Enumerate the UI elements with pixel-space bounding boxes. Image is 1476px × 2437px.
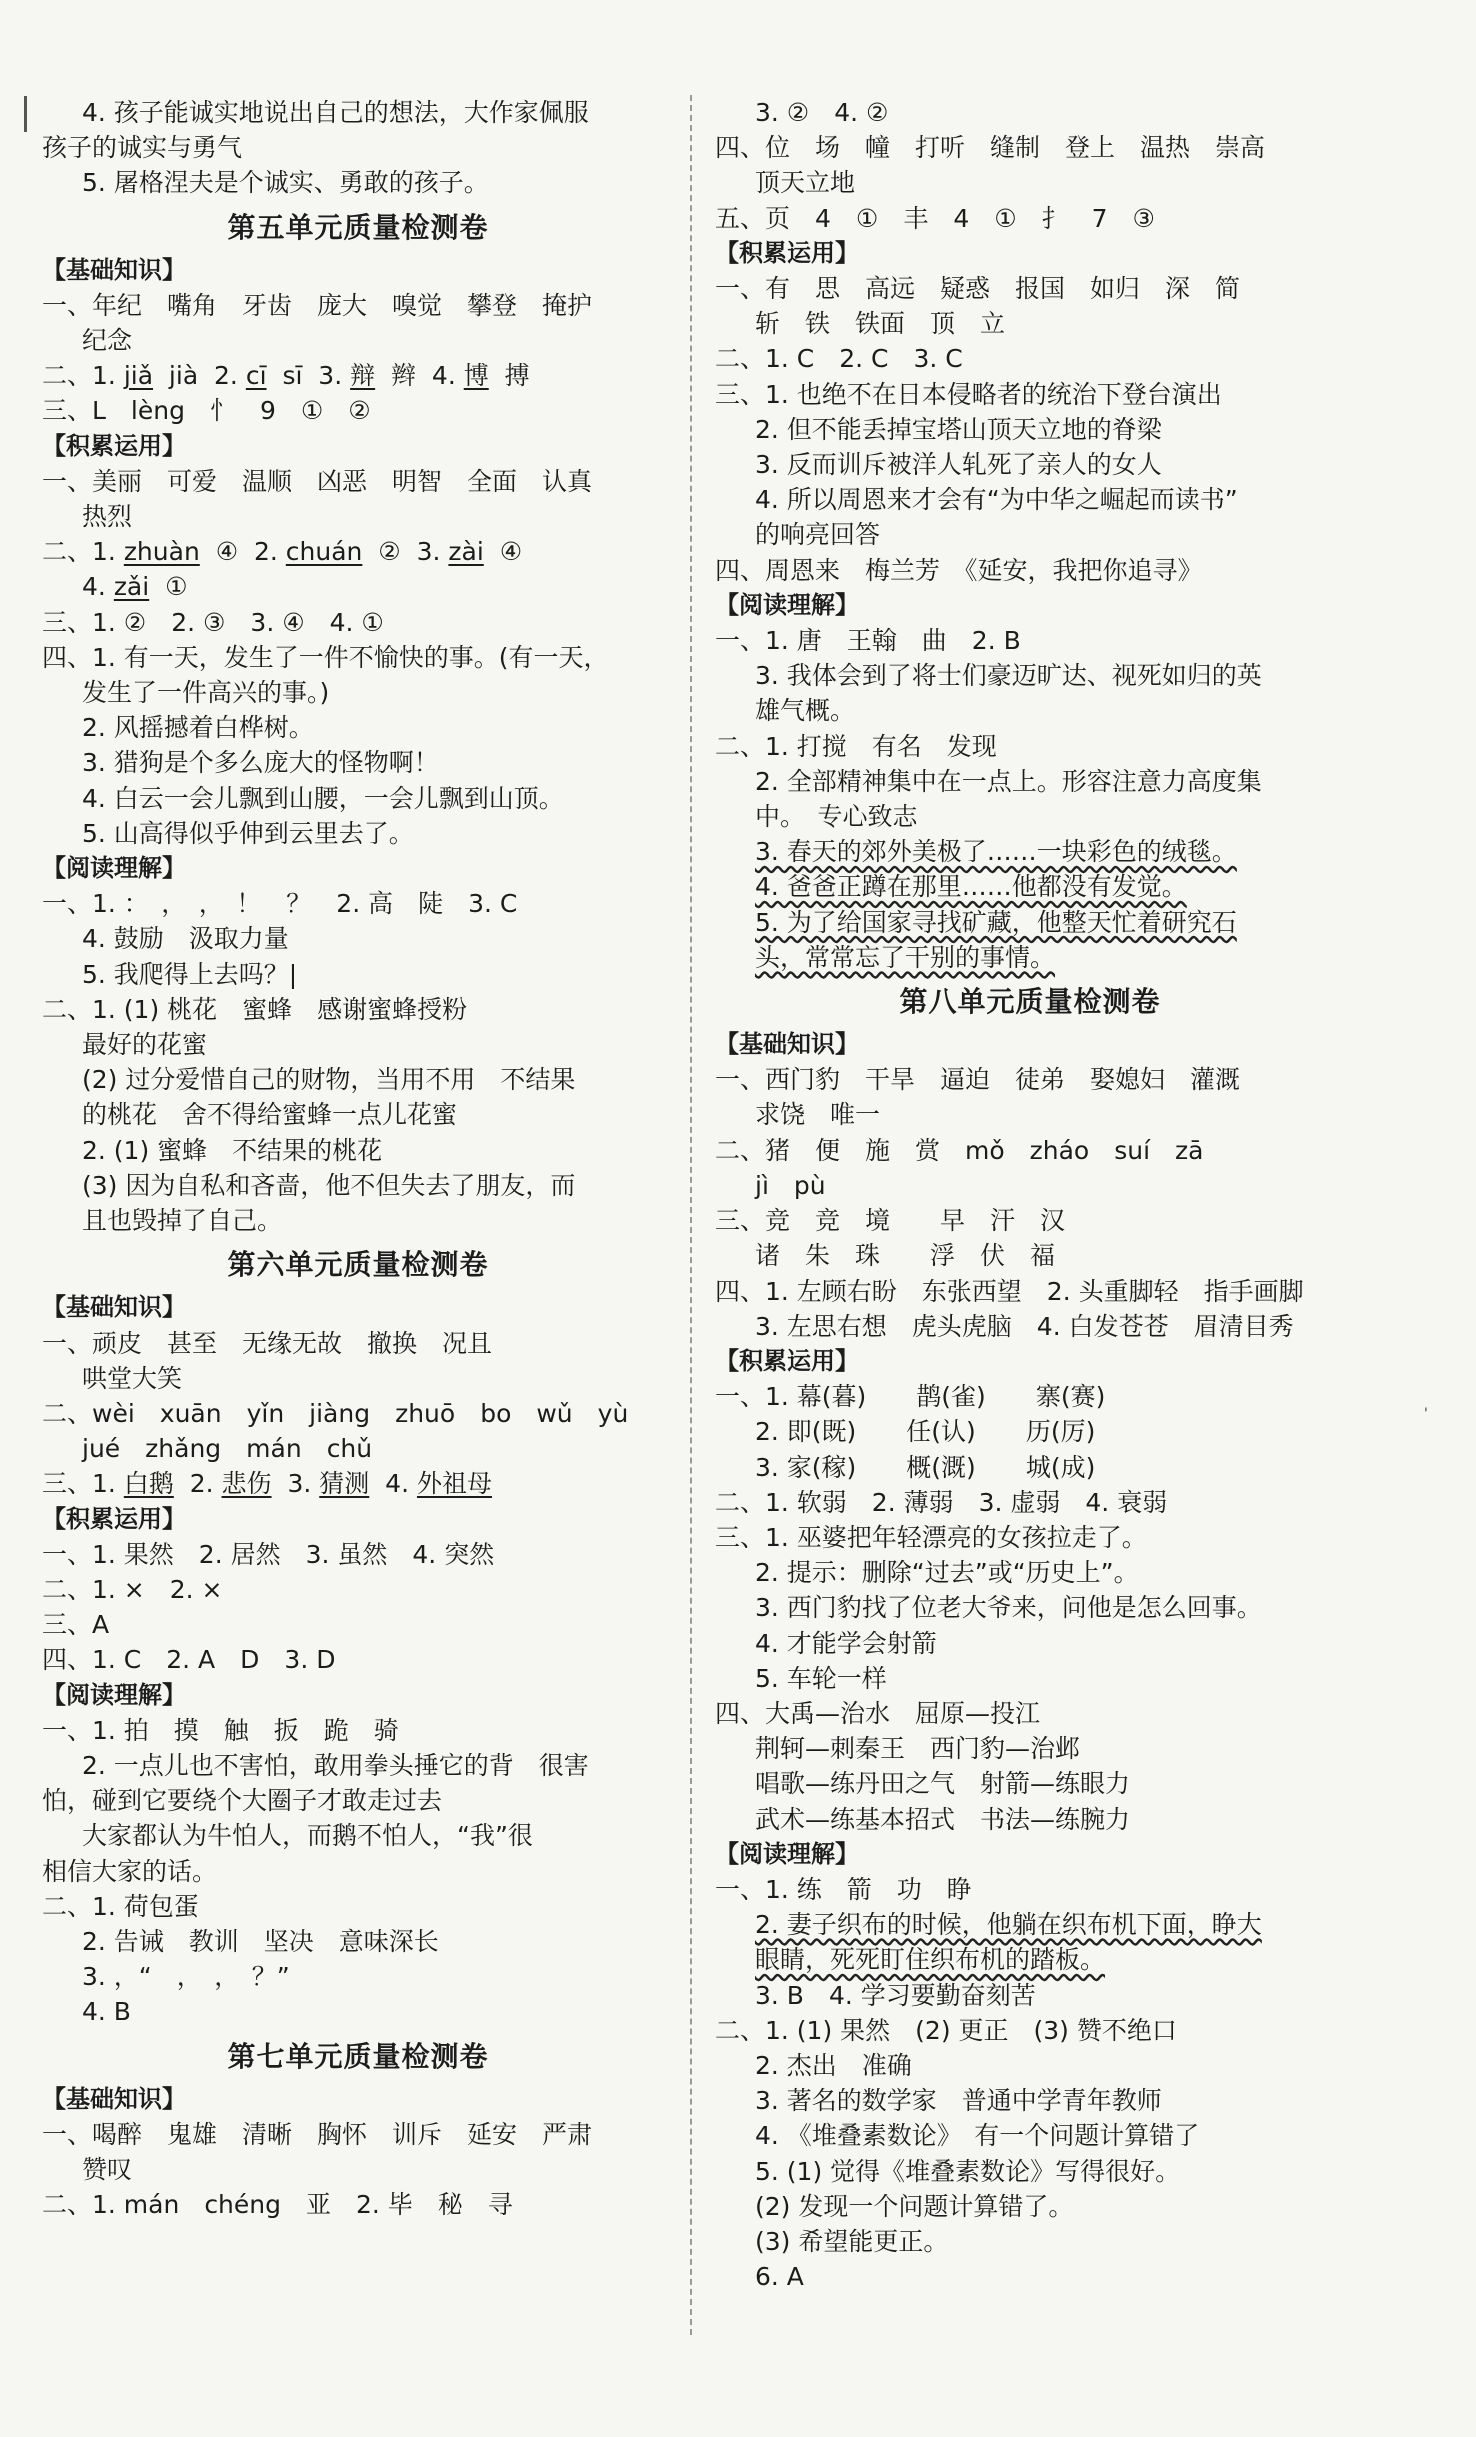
text: ② 3.: [362, 537, 449, 567]
text: 2.: [173, 1469, 222, 1499]
answer-line: 二、wèi xuān yǐn jiàng zhuō bo wǔ yù: [42, 1398, 629, 1428]
answer-line: 5. (1) 觉得《堆叠素数论》写得很好。: [755, 2156, 1181, 2186]
answer-line: 武术—练基本招式 书法—练腕力: [755, 1804, 1131, 1834]
wavy-underlined-answer: 3. 春天的郊外美极了……一块彩色的绒毯。: [755, 837, 1237, 867]
answer-line: 2. 提示：删除“过去”或“历史上”。: [755, 1558, 1139, 1588]
answer-line: 2. 风摇撼着白桦树。: [82, 713, 314, 743]
answer-line: 相信大家的话。: [42, 1856, 218, 1886]
underlined-answer: zhuàn: [123, 537, 200, 567]
answer-line: 一、美丽 可爱 温顺 凶恶 明智 全面 认真: [42, 466, 593, 496]
answer-line: 哄堂大笑: [82, 1363, 183, 1393]
answer-line: 三、1. 巫婆把年轻漂亮的女孩拉走了。: [715, 1522, 1147, 1552]
answer-line: [42, 358, 674, 393]
section-heading: 【阅读理解】: [715, 590, 859, 619]
text: 4.: [369, 1469, 417, 1499]
underlined-answer: jiǎ: [123, 361, 154, 391]
answer-line: 大家都认为牛怕人，而鹅不怕人，“我”很: [82, 1821, 533, 1851]
answer-line: 二、1. 打搅 有名 发现: [715, 731, 997, 761]
answer-line: [715, 905, 1345, 940]
text: jià 2.: [153, 361, 246, 391]
answer-line: 四、1. 左顾右盼 东张西望 2. 头重脚轻 指手画脚: [715, 1276, 1304, 1306]
answer-line: 2. (1) 蜜蜂 不结果的桃花: [82, 1135, 383, 1165]
section-heading: 【阅读理解】: [715, 1839, 859, 1868]
section-heading: 【基础知识】: [42, 1293, 186, 1322]
answer-line: 5. 山高得似乎伸到云里去了。: [82, 818, 414, 848]
answer-line: 二、1. (1) 果然 (2) 更正 (3) 赞不绝口: [715, 2015, 1177, 2045]
answer-line: 4. 《堆叠素数论》 有一个问题计算错了: [755, 2121, 1200, 2151]
answer-line: 荆轲—刺秦王 西门豹—治邺: [755, 1734, 1081, 1764]
answer-line: 4. B: [82, 1997, 131, 2027]
answer-line: 一、1. 唐 王翰 曲 2. B: [715, 626, 1021, 656]
answer-line: jué zhǎng mán chǔ: [82, 1434, 373, 1464]
unit8-title: 第八单元质量检测卷: [899, 985, 1161, 1019]
answer-line: 2. 告诫 教训 坚决 意味深长: [82, 1926, 439, 1956]
answer-line: jì pù: [755, 1170, 826, 1200]
unit5-title: 第五单元质量检测卷: [227, 210, 489, 244]
answer-line: 4. 白云一会儿飘到山腰，一会儿飘到山顶。: [82, 783, 564, 813]
answer-line: 唱歌—练丹田之气 射箭—练眼力: [755, 1769, 1131, 1799]
answer-line: [715, 869, 1345, 904]
answer-line: 四、1. C 2. A D 3. D: [42, 1645, 336, 1675]
text: 4.: [82, 572, 114, 602]
underlined-answer: 悲伤: [221, 1469, 272, 1499]
answer-line: 2. 全部精神集中在一点上。形容注意力高度集: [755, 766, 1262, 796]
answer-line: [42, 534, 674, 569]
answer-line: 一、有 思 高远 疑惑 报国 如归 深 简: [715, 274, 1241, 304]
answer-line: 3. B 4. 学习要勤奋刻苦: [755, 1980, 1036, 2010]
answer-line: 怕，碰到它要绕个大圈子才敢走过去: [42, 1786, 443, 1816]
section-heading: 【积累运用】: [42, 431, 186, 460]
section-heading: 【阅读理解】: [42, 1680, 186, 1709]
section-heading: 【基础知识】: [715, 1030, 859, 1059]
answer-line: 一、西门豹 干旱 逼迫 徒弟 娶媳妇 灌溉: [715, 1065, 1241, 1095]
answer-line: 二、1. 荷包蛋: [42, 1891, 199, 1921]
answer-line: 顶天立地: [755, 168, 856, 198]
text: sī 3.: [266, 361, 351, 391]
section-heading: 【阅读理解】: [42, 854, 186, 883]
answer-line: 三、竞 竞 境 早 汗 汉: [715, 1206, 1066, 1236]
answer-line: 4. 鼓励 汲取力量: [82, 924, 289, 954]
text: 三、1.: [42, 1469, 124, 1499]
answer-line: 一、顽皮 甚至 无缘无故 撤换 况且: [42, 1328, 493, 1358]
underlined-answer: zǎi: [113, 572, 150, 602]
answer-line: 热烈: [82, 502, 133, 532]
answer-line: 诸 朱 珠 浮 伏 福: [755, 1241, 1056, 1271]
answer-line: 二、1. 软弱 2. 薄弱 3. 虚弱 4. 衰弱: [715, 1487, 1168, 1517]
answer-line: 二、猪 便 施 赏 mǒ zháo suí zā: [715, 1135, 1204, 1165]
answer-line: 四、位 场 幢 打听 缝制 登上 温热 崇高: [715, 133, 1266, 163]
text: 辫 4.: [375, 361, 464, 391]
answer-line: 孩子的诚实与勇气: [42, 133, 243, 163]
answer-line: 的桃花 舍不得给蜜蜂一点儿花蜜: [82, 1100, 458, 1130]
answer-line: 4. 所以周恩来才会有“为中华之崛起而读书”: [755, 485, 1238, 515]
answer-line: 3. 我体会到了将士们豪迈旷达、视死如归的英: [755, 661, 1262, 691]
answer-line: 发生了一件高兴的事。): [82, 678, 330, 708]
underlined-answer: 白鹅: [123, 1469, 174, 1499]
column-divider: [690, 95, 692, 2335]
answer-line: (2) 发现一个问题计算错了。: [755, 2191, 1074, 2221]
underlined-answer: 博: [463, 361, 489, 391]
answer-line: 3. 西门豹找了位老大爷来，问他是怎么回事。: [755, 1593, 1262, 1623]
answer-line: 的响亮回答: [755, 520, 881, 550]
answer-line: 5. 车轮一样: [755, 1663, 887, 1693]
text: ④ 2.: [199, 537, 286, 567]
unit6-title: 第六单元质量检测卷: [227, 1248, 489, 1282]
answer-line: 一、喝醉 鬼雄 清晰 胸怀 训斥 延安 严肃: [42, 2119, 593, 2149]
answer-line: 三、A: [42, 1610, 110, 1640]
unit7-title: 第七单元质量检测卷: [227, 2039, 489, 2073]
wavy-underlined-answer: 头，常常忘了干别的事情。: [755, 942, 1056, 972]
section-heading: 【积累运用】: [715, 1346, 859, 1375]
text: 二、1.: [42, 361, 124, 391]
answer-line: 二、1. C 2. C 3. C: [715, 344, 963, 374]
section-heading: 【基础知识】: [42, 2084, 186, 2113]
underlined-answer: 辩: [350, 361, 376, 391]
answer-line: 一、1. ： ， ， ！ ？ 2. 高 陡 3. C: [42, 889, 518, 919]
answer-line: [42, 569, 674, 604]
answer-line: 2. 即(既) 任(认) 历(厉): [755, 1417, 1096, 1447]
answer-line: 且也毁掉了自己。: [82, 1206, 283, 1236]
answer-line: [715, 940, 1345, 975]
answer-line: 4. 才能学会射箭: [755, 1628, 937, 1658]
answer-line: 三、1. ② 2. ③ 3. ④ 4. ①: [42, 607, 384, 637]
answer-line: 最好的花蜜: [82, 1030, 208, 1060]
answer-line: 一、1. 果然 2. 居然 3. 虽然 4. 突然: [42, 1539, 495, 1569]
answer-line: 2. 一点儿也不害怕，敢用拳头捶它的背 很害: [82, 1750, 589, 1780]
answer-line: (2) 过分爱惜自己的财物，当用不用 不结果: [82, 1065, 576, 1095]
section-heading: 【基础知识】: [42, 255, 186, 284]
underlined-answer: cī: [245, 361, 267, 391]
answer-line: 纪念: [82, 326, 133, 356]
answer-line: 2. 杰出 准确: [755, 2050, 912, 2080]
section-heading: 【积累运用】: [42, 1504, 186, 1533]
answer-line: 5. 屠格涅夫是个诚实、勇敢的孩子。: [82, 168, 489, 198]
answer-line: 二、1. × 2. ×: [42, 1574, 223, 1604]
answer-line: (3) 因为自私和吝啬，他不但失去了朋友，而: [82, 1170, 576, 1200]
text: 二、1.: [42, 537, 124, 567]
answer-line: 赞叹: [82, 2154, 133, 2184]
right-column: [715, 95, 1345, 2294]
answer-line: 3. 著名的数学家 普通中学青年教师: [755, 2086, 1162, 2116]
wavy-underlined-answer: 眼睛，死死盯住织布机的踏板。: [755, 1945, 1106, 1975]
text: 搏: [488, 361, 530, 391]
answer-line: 3. 反而训斥被洋人轧死了亲人的女人: [755, 450, 1162, 480]
answer-line: [715, 834, 1345, 869]
wavy-underlined-answer: 5. 为了给国家寻找矿藏，他整天忙着研究石: [755, 907, 1237, 937]
answer-line: 3. 猎狗是个多么庞大的怪物啊！: [82, 748, 439, 778]
answer-line: 四、周恩来 梅兰芳 《延安，我把你追寻》: [715, 555, 1203, 585]
answer-line: 二、1. mán chéng 亚 2. 毕 秘 寻: [42, 2190, 513, 2220]
underlined-answer: 猜测: [319, 1469, 370, 1499]
underlined-answer: zài: [448, 537, 484, 567]
text: ①: [149, 572, 188, 602]
answer-line: 3. ② 4. ②: [755, 98, 889, 127]
wavy-underlined-answer: 4. 爸爸正蹲在那里……他都没有发觉。: [755, 872, 1187, 902]
answer-line: 3. 左思右想 虎头虎脑 4. 白发苍苍 眉清目秀: [755, 1311, 1294, 1341]
underlined-answer: chuán: [285, 537, 363, 567]
answer-line: 一、1. 拍 摸 触 扳 跪 骑: [42, 1715, 399, 1745]
binding-mark: [24, 96, 27, 132]
answer-line: 求饶 唯一: [755, 1100, 881, 1130]
answer-line: 斩 铁 铁面 顶 立: [755, 309, 1006, 339]
answer-line: 一、1. 练 箭 功 睁: [715, 1874, 972, 1904]
answer-line: 6. A: [755, 2262, 804, 2292]
text: ④: [483, 537, 523, 567]
answer-line: 二、1. (1) 桃花 蜜蜂 感谢蜜蜂授粉: [42, 994, 468, 1024]
answer-line: [42, 1466, 674, 1501]
answer-line: 四、1. 有一天，发生了一件不愉快的事。(有一天，: [42, 642, 609, 672]
answer-line: (3) 希望能更正。: [755, 2226, 949, 2256]
answer-line: [715, 1942, 1345, 1977]
answer-line: [715, 1907, 1345, 1942]
answer-line: 中。 专心致志: [755, 802, 918, 832]
answer-line: 5. 我爬得上去吗？|: [82, 959, 298, 989]
answer-line: 三、1. 也绝不在日本侵略者的统治下登台演出: [715, 379, 1222, 409]
answer-line: 雄气概。: [755, 696, 856, 726]
stray-mark: ': [1424, 1406, 1428, 1422]
answer-line: 2. 但不能丢掉宝塔山顶天立地的脊梁: [755, 414, 1162, 444]
underlined-answer: 外祖母: [416, 1469, 492, 1499]
section-heading: 【积累运用】: [715, 238, 859, 267]
answer-line: 四、大禹—治水 屈原—投江: [715, 1698, 1041, 1728]
wavy-underlined-answer: 2. 妻子织布的时候，他躺在织布机下面，睁大: [755, 1910, 1262, 1940]
answer-line: 三、L lèng 忄 9 ① ②: [42, 396, 371, 426]
left-column: [42, 95, 674, 2222]
answer-line: 3. ，“ ， ， ？”: [82, 1962, 290, 1992]
answer-line: 五、页 4 ① 丰 4 ① 扌 7 ③: [715, 203, 1155, 233]
answer-line: 4. 孩子能诚实地说出自己的想法，大作家佩服: [82, 98, 589, 127]
text: 3.: [271, 1469, 320, 1499]
answer-line: 3. 家(稼) 概(溉) 城(成): [755, 1452, 1096, 1482]
answer-line: 一、1. 幕(暮) 鹊(雀) 寨(赛): [715, 1382, 1106, 1412]
answer-line: 一、年纪 嘴角 牙齿 庞大 嗅觉 攀登 掩护: [42, 290, 593, 320]
